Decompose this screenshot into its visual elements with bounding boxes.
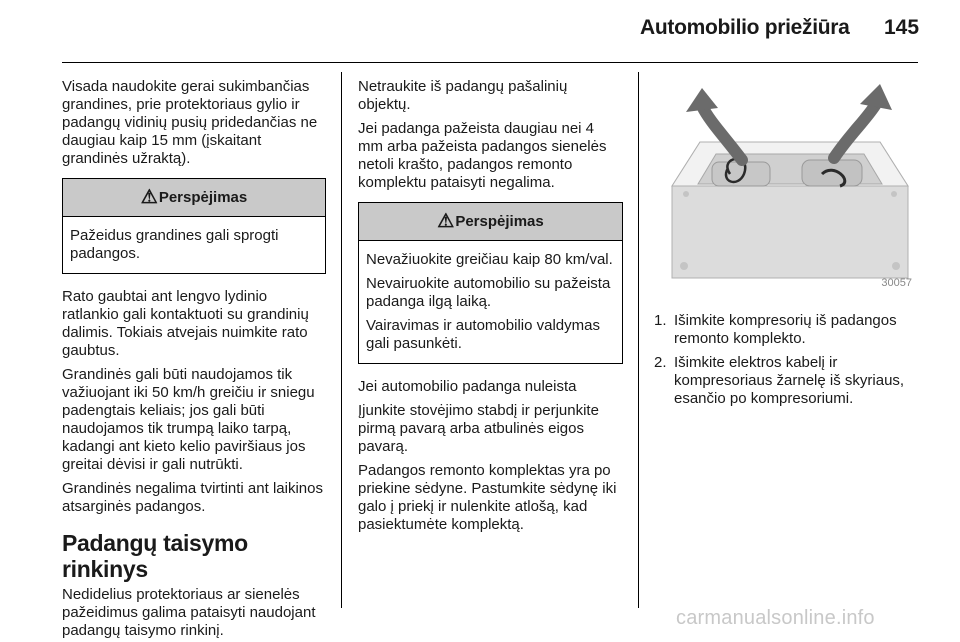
warning-text: Nevairuokite automobilio su pažeista padanga ilgą laiką. (366, 275, 611, 310)
paragraph: Padangos remonto komplektas yra po priekine sėdyne. Pastumkite sėdynę iki galo į priekį ir nulenkite atlošą, kad pasiektumėte komplektą. (358, 462, 617, 533)
warning-title: Perspėjimas (455, 212, 544, 230)
list-item (654, 354, 922, 408)
step-number: 2. (654, 354, 667, 371)
paragraph: Visada naudokite gerai sukimbančias grandines, prie protektoriaus gylio ir padangų vidinių pusių pridedančias ne daugiau kaip 15 mm (įskaitant grandinės užraktą). (62, 78, 318, 167)
figure-number: 30057 (881, 277, 912, 289)
warning-text: Nevažiuokite greičiau kaip 80 km/val. (366, 251, 613, 268)
warning-header (359, 203, 622, 241)
list-item (654, 312, 922, 348)
warning-triangle-icon: ⚠ (437, 210, 455, 232)
page-number: 145 (884, 16, 920, 39)
steps-list (654, 312, 922, 408)
column-divider-2 (638, 72, 639, 608)
paragraph: Nedidelius protektoriaus ar sienelės pažeidimus galima pataisyti naudojant padangų taisymo rinkinį. (62, 586, 316, 639)
header-title: Automobilio priežiūra (640, 16, 850, 39)
paragraph: Rato gaubtai ant lengvo lydinio ratlankio gali kontaktuoti su grandinių dalimis. Tokiais atvejais nuimkite rato gaubtus. (62, 288, 309, 359)
step-text: Išimkite kompresorių iš padangos remonto komplekto. (674, 312, 897, 347)
column-divider-1 (341, 72, 342, 608)
column-2 (358, 78, 623, 540)
warning-header (63, 179, 325, 217)
warning-body (359, 241, 622, 363)
paragraph: Grandinės negalima tvirtinti ant laikinos atsarginės padangos. (62, 480, 323, 515)
paragraph: Netraukite iš padangų pašalinių objektų. (358, 78, 568, 113)
repair-kit-drawing (654, 82, 916, 294)
header-rule (62, 62, 918, 63)
column-3 (654, 78, 922, 414)
warning-triangle-icon: ⚠ (140, 186, 158, 208)
warning-text: Vairavimas ir automobilio valdymas gali pasunkėti. (366, 317, 600, 352)
warning-title: Perspėjimas (158, 188, 248, 206)
step-number: 1. (654, 312, 667, 329)
column-1 (62, 78, 326, 642)
section-title: Padangų taisymo rinkinys (62, 530, 248, 582)
warning-box (358, 202, 623, 364)
paragraph: Jei padanga pažeista daugiau nei 4 mm arba pažeista padangos sienelės netoli krašto, padangos remonto komplektu pataisyti negalima. (358, 120, 607, 191)
paragraph: Jei automobilio padanga nuleista (358, 378, 577, 395)
step-text: Išimkite elektros kabelį ir kompresoriaus žarnelę iš skyriaus, esančio po kompresoriumi. (674, 354, 905, 407)
watermark: carmanualsonline.info (676, 607, 875, 629)
warning-box (62, 178, 326, 274)
paragraph: Įjunkite stovėjimo stabdį ir perjunkite pirmą pavarą arba atbulinės eigos pavarą. (358, 402, 599, 455)
paragraph: Grandinės gali būti naudojamos tik važiuojant iki 50 km/h greičiu ir sniegu padengtais keliais; jos gali būti naudojamos tik trumpą laiko tarpą, kadangi ant kieto kelio paviršiaus jos greitai dėvisi ir gali nutrūkti. (62, 366, 315, 473)
repair-kit-illustration (654, 82, 916, 294)
warning-text: Pažeidus grandines gali sprogti padangos. (70, 227, 279, 262)
warning-body (63, 217, 325, 273)
